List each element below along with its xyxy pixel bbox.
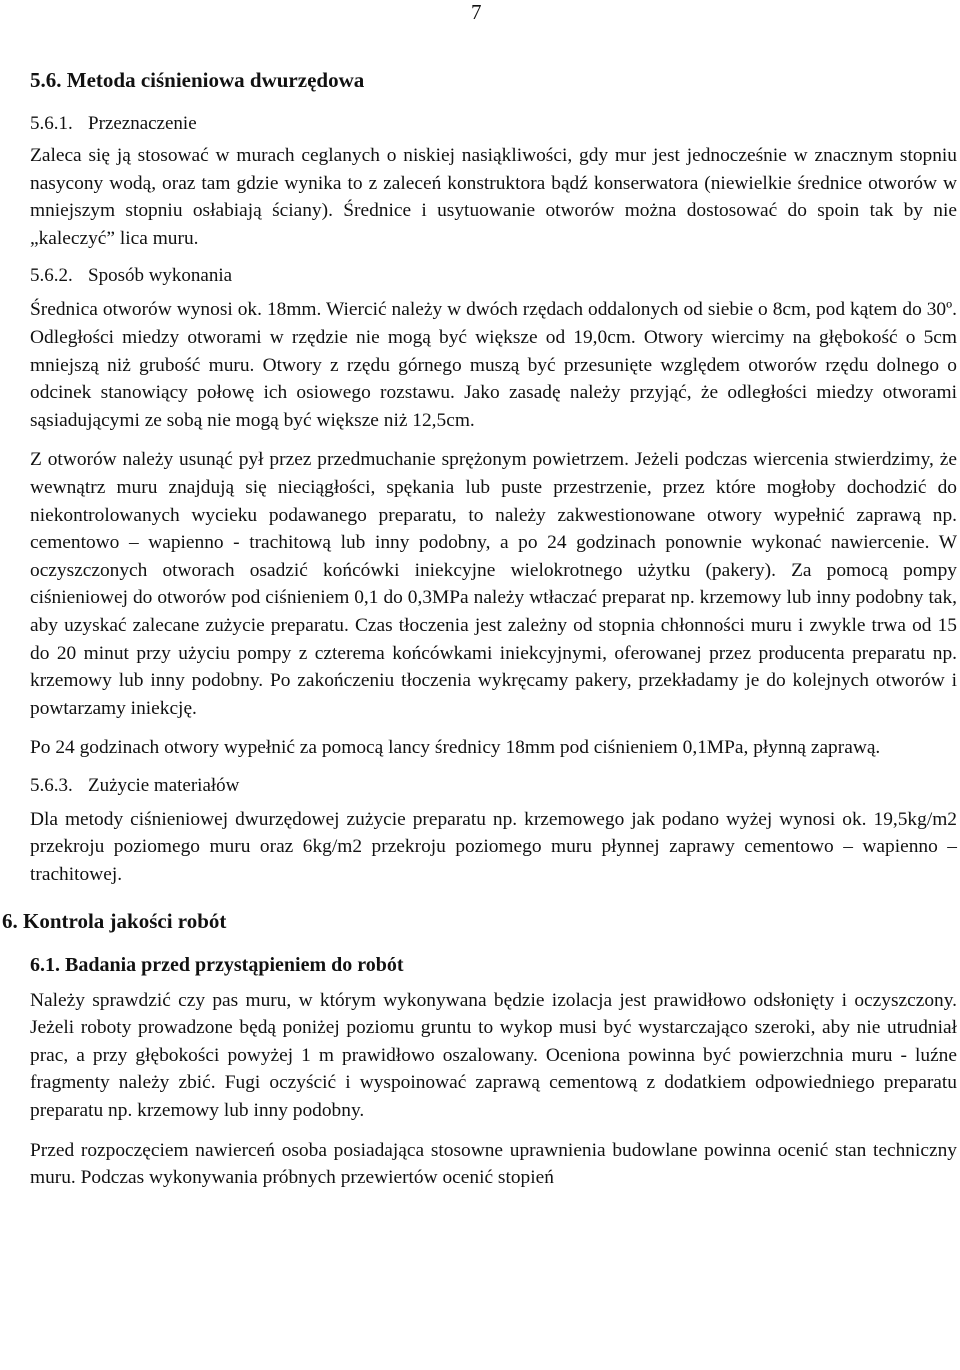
- paragraph: Należy sprawdzić czy pas muru, w którym wykonywana będzie izolacja jest prawidłowo odsłonięty i oczyszczony. Jeżeli roboty prowadzone będą poniżej poziomu gruntu to wykop musi być wystarczająco szeroki, aby nie utrudniał prac, a przy głębokości powyżej 1 m prawidłowo oszalowany. Oceniona powinna być powierzchnia muru - luźne fragmenty należy zbić. Fugi oczyścić i wyspoinować zaprawą cementową z dodatkiem odpowiedniego preparatu preparatu np. krzemowy lub inny podobny.: [30, 989, 957, 1122]
- section-title: Sposób wykonania: [88, 265, 233, 287]
- section-number: 5.6.3.: [30, 774, 73, 796]
- section-5-6-heading: 5.6. Metoda ciśnieniowa dwurzędowa: [30, 68, 365, 92]
- section-title: Przeznaczenie: [88, 113, 197, 134]
- section-6-heading: 6. Kontrola jakości robót: [2, 908, 227, 933]
- paragraph: Dla metody ciśnieniowej dwurzędowej zużycie preparatu np. krzemowego jak podano wyżej wynosi ok. 19,5kg/m2 przekroju poziomego muru oraz 6kg/m2 przekroju poziomego muru płynnej zaprawy cementowo – wapienno – trachitowej.: [30, 808, 957, 886]
- paragraph: Średnica otworów wynosi ok. 18mm. Wiercić należy w dwóch rzędach oddalonych od siebie o 8cm, pod kątem do 30º. Odległości miedzy otworami w rzędzie nie mogą być większe od 19,0cm. Otwory wiercimy na głębokość o 5cm mniejszą niż grubość muru. Otwory z rzędu górnego muszą być przesunięte względem otworów rzędu dolnego o odcinek stanowiący połowę ich osiowego rozstawu. Jako zasadę należy przyjąć, że odległości miedzy otworami sąsiadującymi ze sobą nie mogą być większe niż 12,5cm.: [30, 299, 957, 431]
- document-body: [2, 66, 957, 1192]
- paragraph: Po 24 godzinach otwory wypełnić za pomocą lancy średnicy 18mm pod ciśnieniem 0,1MPa, płynną zaprawą.: [30, 737, 881, 759]
- page-number: 7: [471, 0, 482, 24]
- section-6-1-heading: 6.1. Badania przed przystąpieniem do robót: [30, 953, 404, 976]
- section-5-6-1-heading: [30, 110, 957, 138]
- section-number: 5.6.2.: [30, 265, 73, 287]
- section-number: 5.6.1.: [30, 113, 73, 134]
- paragraph: Przed rozpoczęciem nawierceń osoba posiadająca stosowne uprawnienia budowlane powinna ocenić stan techniczny muru. Podczas wykonywania próbnych przewiertów ocenić stopień: [30, 1139, 957, 1189]
- paragraph: Z otworów należy usunąć pył przez przedmuchanie sprężonym powietrzem. Jeżeli podczas wiercenia stwierdzimy, że wewnątrz muru znajdują się nieciągłości, spękania lub puste przestrzenie, przez które mogłoby dochodzić do niekontrolowanych wycieku podawanego preparatu, to należy zakwestionowane otwory wypełnić zaprawą np. cementowo – wapienno - trachitową lub inny podobny, a po 24 godzinach ponownie wykonać nawiercenie. W oczyszczonych otworach osadzić końcówki iniekcyjne wielokrotnego użytku (pakery). Za pomocą pompy ciśnieniowej do otworów pod ciśnieniem 0,1 do 0,3MPa należy wtłaczać preparat np. krzemowy lub inny podobny tak, aby uzyskać zalecane zużycie preparatu. Czas tłoczenia jest zależny od stopnia chłonności muru i zwykle trwa od 15 do 20 minut przy użyciu pompy z czterema końcówkami iniekcyjnymi, oferowanej przez producenta preparatu np. krzemowy lub inny podobny. Po zakończeniu tłoczenia wykręcamy pakery, przekładamy je do kolejnych otworów i powtarzamy iniekcję.: [30, 449, 957, 719]
- section-title: Zużycie materiałów: [88, 774, 240, 796]
- section-5-6-2-heading: [30, 262, 957, 290]
- paragraph: Zaleca się ją stosować w murach ceglanych o niskiej nasiąkliwości, gdy mur jest jednocześnie w znacznym stopniu nasycony wodą, oraz tam gdzie wynika to z zaleceń konstruktora bądź konserwatora (niewielkie średnice otworów w mniejszym stopniu osłabiają ściany). Średnice i usytuowanie otworów można dostosować do spoin tak by nie „kaleczyć” lica muru.: [30, 145, 957, 249]
- section-5-6-3-heading: [30, 772, 957, 800]
